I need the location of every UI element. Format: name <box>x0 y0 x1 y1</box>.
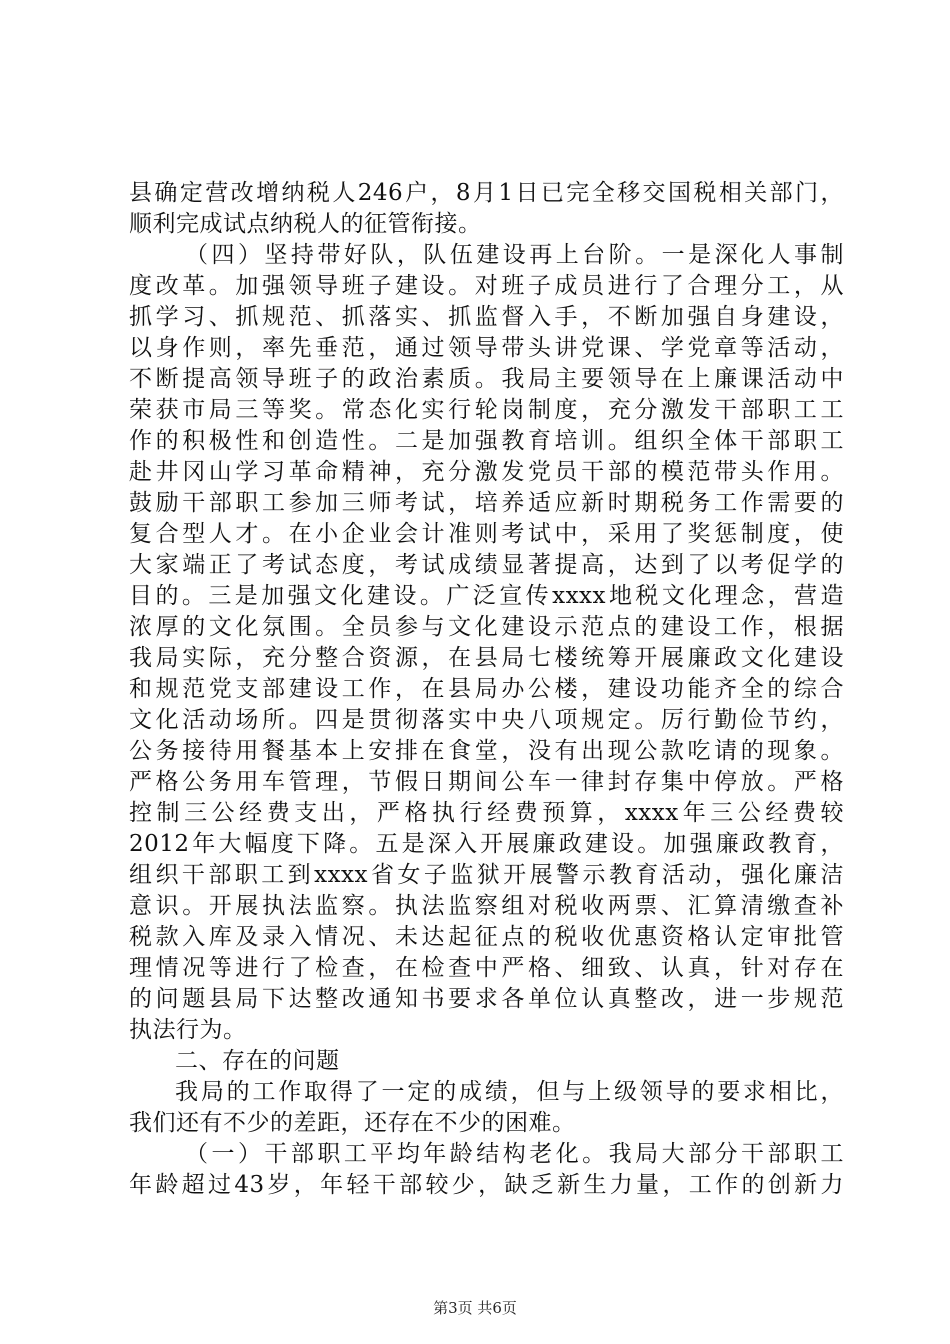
text-line: 复合型人才。在小企业会计准则考试中，采用了奖惩制度，使 <box>129 521 844 547</box>
text-line: 和规范党支部建设工作，在县局办公楼，建设功能齐全的综合 <box>129 676 844 702</box>
text-line: 年龄超过43岁，年轻干部较少，缺乏新生力量，工作的创新力 <box>129 1172 844 1198</box>
text-line: 作的积极性和创造性。二是加强教育培训。组织全体干部职工 <box>129 428 844 454</box>
text-line: 公务接待用餐基本上安排在食堂，没有出现公款吃请的现象。 <box>129 738 844 764</box>
text-line: 赴井冈山学习革命精神，充分激发党员干部的模范带头作用。 <box>129 459 844 485</box>
text-line: 荣获市局三等奖。常态化实行轮岗制度，充分激发干部职工工 <box>129 397 844 423</box>
text-line: 意识。开展执法监察。执法监察组对税收两票、汇算清缴查补 <box>129 893 844 919</box>
text-line: 大家端正了考试态度，考试成绩显著提高，达到了以考促学的 <box>129 552 844 578</box>
text-line: 顺利完成试点纳税人的征管衔接。 <box>129 211 482 237</box>
page-number-footer: 第3页 共6页 <box>433 1299 517 1317</box>
text-line: 以身作则，率先垂范，通过领导带头讲党课、学党章等活动， <box>129 335 844 361</box>
text-line: 控制三公经费支出，严格执行经费预算，xxxx年三公经费较 <box>129 800 844 826</box>
text-line: 度改革。加强领导班子建设。对班子成员进行了合理分工，从 <box>129 273 844 299</box>
text-line: （四）坚持带好队，队伍建设再上台阶。一是深化人事制 <box>185 242 844 268</box>
text-line: 抓学习、抓规范、抓落实、抓监督入手，不断加强自身建设， <box>129 304 844 330</box>
text-line: 文化活动场所。四是贯彻落实中央八项规定。厉行勤俭节约， <box>129 707 844 733</box>
text-line: 理情况等进行了检查，在检查中严格、细致、认真，针对存在 <box>129 955 844 981</box>
text-line: 目的。三是加强文化建设。广泛宣传xxxx地税文化理念，营造 <box>129 583 844 609</box>
text-line: 我局的工作取得了一定的成绩，但与上级领导的要求相比， <box>175 1079 844 1105</box>
text-line: 鼓励干部职工参加三师考试，培养适应新时期税务工作需要的 <box>129 490 844 516</box>
text-line: 我们还有不少的差距，还存在不少的困难。 <box>129 1110 576 1136</box>
text-line: 组织干部职工到xxxx省女子监狱开展警示教育活动，强化廉洁 <box>129 862 844 888</box>
text-line: （一）干部职工平均年龄结构老化。我局大部分干部职工 <box>185 1141 844 1167</box>
document-body <box>129 178 844 1201</box>
text-line: 严格公务用车管理，节假日期间公车一律封存集中停放。严格 <box>129 769 844 795</box>
text-line: 执法行为。 <box>129 1017 247 1043</box>
text-line: 的问题县局下达整改通知书要求各单位认真整改，进一步规范 <box>129 986 844 1012</box>
text-line: 2012年大幅度下降。五是深入开展廉政建设。加强廉政教育， <box>129 831 844 857</box>
text-line: 不断提高领导班子的政治素质。我局主要领导在上廉课活动中 <box>129 366 844 392</box>
text-line: 我局实际，充分整合资源，在县局七楼统筹开展廉政文化建设 <box>129 645 844 671</box>
section-heading: 二、存在的问题 <box>175 1048 340 1074</box>
text-line: 浓厚的文化氛围。全员参与文化建设示范点的建设工作，根据 <box>129 614 844 640</box>
text-line: 县确定营改增纳税人246户，8月1日已完全移交国税相关部门， <box>129 180 844 206</box>
text-line: 税款入库及录入情况、未达起征点的税收优惠资格认定审批管 <box>129 924 844 950</box>
